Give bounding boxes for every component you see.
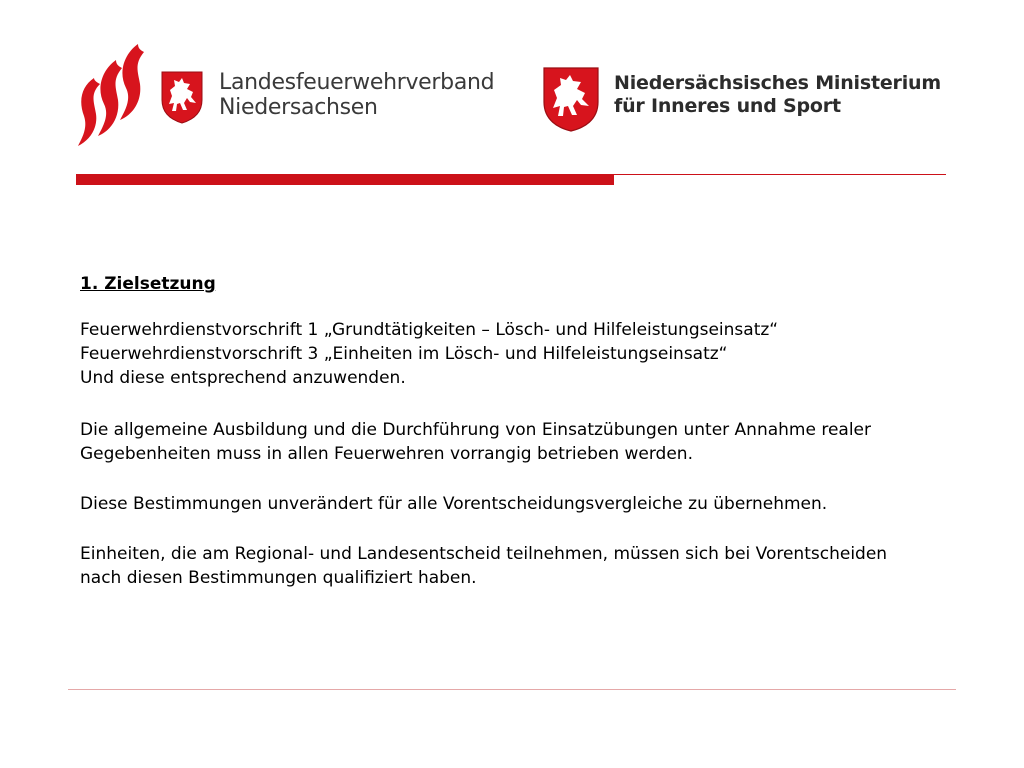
lfv-wordmark bbox=[219, 70, 494, 120]
ministry-name-line2: für Inneres und Sport bbox=[614, 95, 841, 117]
ministry-name-line1: Niedersächsisches Ministerium bbox=[614, 72, 941, 94]
lfv-name-line2: Niedersachsen bbox=[219, 95, 378, 120]
body-paragraph: Einheiten, die am Regional- und Landesentscheid teilnehmen, müssen sich bei Vorentscheiden nach diesen Bestimmungen qualifiziert haben. bbox=[80, 544, 888, 588]
body-paragraph: Diese Bestimmungen unverändert für alle Vorentscheidungsvergleiche zu übernehmen. bbox=[80, 494, 828, 514]
header-divider-thin bbox=[614, 174, 946, 175]
header-divider-thick bbox=[76, 174, 614, 185]
flame-logo-icon bbox=[76, 38, 156, 148]
text-line: Und diese entsprechend anzuwenden. bbox=[80, 368, 406, 388]
text-line: Feuerwehrdienstvorschrift 1 „Grundtätigkeiten – Lösch- und Hilfeleistungseinsatz“ bbox=[80, 320, 779, 340]
lower-saxony-horse-shield-icon bbox=[160, 70, 204, 124]
text-line: Feuerwehrdienstvorschrift 3 „Einheiten im Lösch- und Hilfeleistungseinsatz“ bbox=[80, 344, 728, 364]
footer-divider bbox=[68, 689, 956, 690]
lower-saxony-horse-shield-icon bbox=[542, 66, 600, 132]
body-paragraph: Die allgemeine Ausbildung und die Durchführung von Einsatzübungen unter Annahme realer Gegebenheiten muss in allen Feuerwehren vorrangig betrieben werden. bbox=[80, 420, 871, 464]
section-heading: 1. Zielsetzung bbox=[80, 274, 216, 294]
ministry-wordmark bbox=[614, 72, 941, 118]
lfv-name-line1: Landesfeuerwehrverband bbox=[219, 70, 495, 95]
slide-body bbox=[80, 272, 930, 590]
slide-header bbox=[0, 0, 1024, 200]
